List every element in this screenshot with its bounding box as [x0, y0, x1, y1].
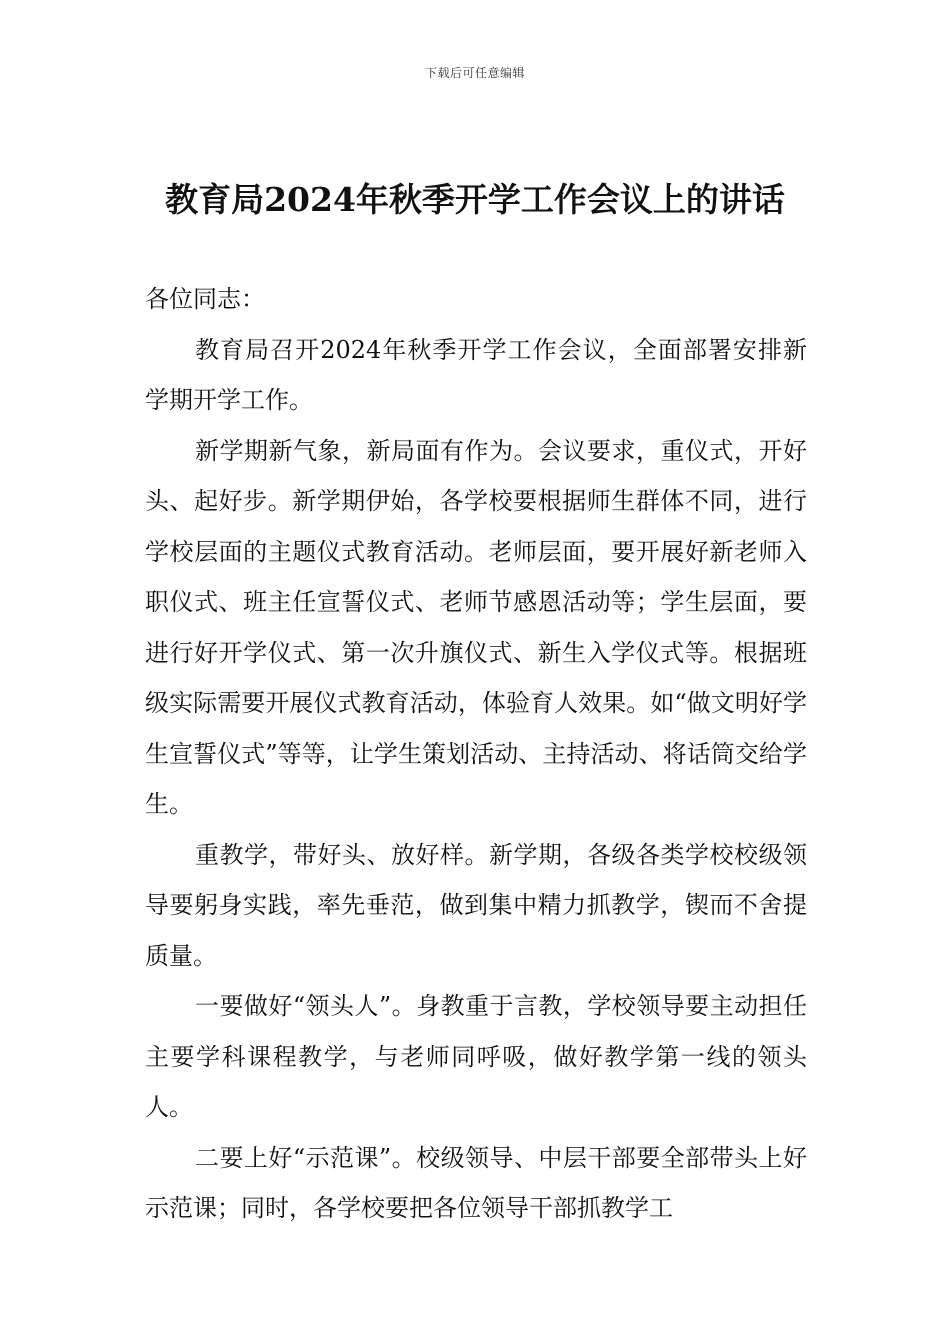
- paragraph: 新学期新气象，新局面有作为。会议要求，重仪式，开好头、起好步。新学期伊始，各学校要根据师生群体不同，进行学校层面的主题仪式教育活动。老师层面，要开展好新老师入职仪式、班主任宣誓仪式、老师节感恩活动等；学生层面，要进行好开学仪式、第一次升旗仪式、新生入学仪式等。根据班级实际需要开展仪式教育活动，体验育人效果。如“做文明好学生宣誓仪式”等等，让学生策划活动、主持活动、将话筒交给学生。: [145, 436, 807, 818]
- paragraph: 二要上好“示范课”。校级领导、中层干部要全部带头上好示范课；同时，各学校要把各位领导干部抓教学工: [145, 1143, 807, 1222]
- document-body: [145, 274, 807, 1234]
- document-title: 教育局2024年秋季开学工作会议上的讲话: [165, 180, 785, 219]
- salutation: 各位同志：: [145, 285, 265, 313]
- paragraph: 重教学，带好头、放好样。新学期，各级各类学校校级领导要躬身实践，率先垂范，做到集中精力抓教学，锲而不舍提质量。: [145, 840, 807, 970]
- header-note: 下载后可任意编辑: [424, 66, 525, 80]
- paragraph: 一要做好“领头人”。身教重于言教，学校领导要主动担任主要学科课程教学，与老师同呼吸，做好教学第一线的领头人。: [145, 992, 807, 1121]
- paragraph: 教育局召开2024年秋季开学工作会议，全面部署安排新学期开学工作。: [145, 335, 807, 414]
